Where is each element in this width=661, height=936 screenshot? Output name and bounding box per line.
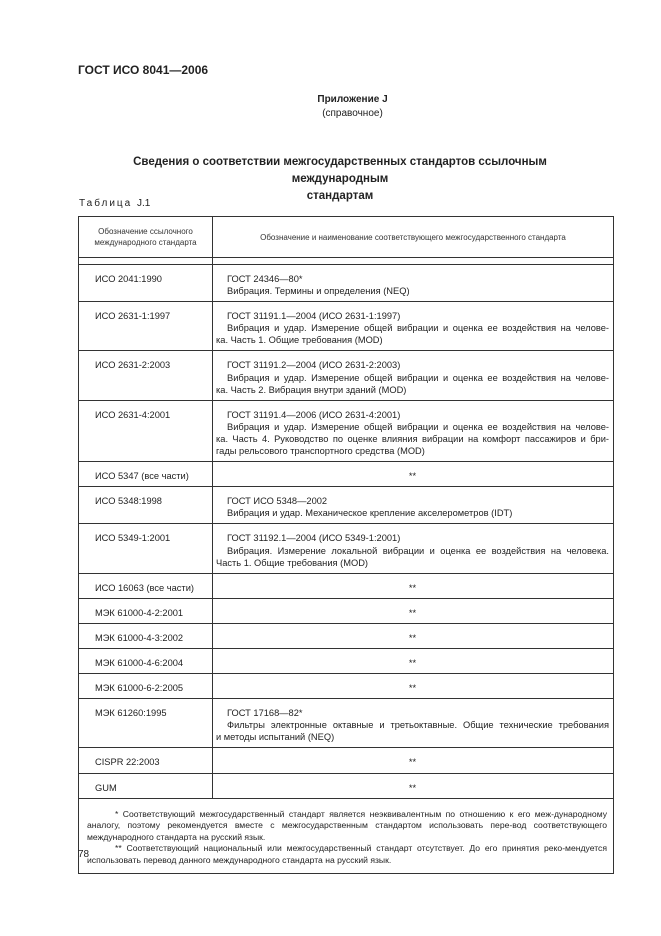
annex-subtitle: (справочное) [322, 108, 383, 119]
reference-standard-cell: ИСО 2631-1:1997 [79, 302, 213, 351]
interstate-standard-cell [213, 623, 614, 648]
no-equivalent-mark: ** [408, 632, 417, 643]
no-equivalent-mark: ** [408, 471, 417, 482]
interstate-standard-code: ГОСТ 31191.4—2006 (ИСО 2631-4:2001) [227, 409, 401, 420]
table-row [79, 674, 614, 699]
document-title-line-2: стандартам [306, 190, 374, 202]
table-row [79, 773, 614, 798]
interstate-standard-title-line: Вибрация и удар. Измерение общей вибрации и оценка ее воздействия на челове- [227, 421, 609, 432]
table-caption [79, 198, 150, 209]
interstate-standard-title-line: гады рельсового транспортного средства (MOD) [216, 446, 425, 457]
interstate-standard-cell [213, 748, 614, 773]
table-row [79, 598, 614, 623]
interstate-standard-title-line: ка. Часть 2. Вибрация внутри зданий (MOD) [216, 384, 407, 395]
table-row [79, 623, 614, 648]
reference-standard-cell: ИСО 5348:1998 [79, 487, 213, 524]
interstate-standard-title-line: Вибрация и удар. Измерение общей вибрации и оценка ее воздействия на челове- [227, 323, 609, 334]
interstate-standard-title-line: Вибрация. Термины и определения (NEQ) [227, 286, 410, 297]
reference-standard-cell: CISPR 22:2003 [79, 748, 213, 773]
interstate-standard-code: ГОСТ ИСО 5348—2002 [227, 496, 328, 507]
table-row [79, 487, 614, 524]
table-row [79, 462, 614, 487]
gap-cell [79, 258, 213, 265]
reference-standard-cell: ИСО 5349-1:2001 [79, 524, 213, 573]
reference-standard-cell: ИСО 2041:1990 [79, 265, 213, 302]
interstate-standard-cell [213, 573, 614, 598]
interstate-standard-cell [213, 598, 614, 623]
interstate-standard-cell [213, 773, 614, 798]
no-equivalent-mark: ** [408, 582, 417, 593]
interstate-standard-title-line: и методы испытаний (NEQ) [216, 732, 335, 743]
correspondence-table [78, 216, 614, 874]
interstate-standard-cell [213, 462, 614, 487]
interstate-standard-title-line: Часть 1. Общие требования (MOD) [216, 557, 369, 568]
reference-standard-cell: ИСО 2631-4:2001 [79, 400, 213, 461]
table-row [79, 351, 614, 400]
table-row [79, 699, 614, 748]
reference-standard-cell: МЭК 61260:1995 [79, 699, 213, 748]
interstate-standard-cell [213, 524, 614, 573]
footnote-2: ** Соответствующий национальный или межгосударственный стандарт отсутствует. До его принятия реко-мендуется использовать перевод данного международного стандарта на русский язык. [87, 843, 607, 865]
no-equivalent-mark: ** [408, 757, 417, 768]
interstate-standard-cell [213, 674, 614, 699]
document-title [85, 154, 595, 205]
reference-standard-cell: МЭК 61000-4-6:2004 [79, 648, 213, 673]
no-equivalent-mark: ** [408, 683, 417, 694]
interstate-standard-cell [213, 487, 614, 524]
interstate-standard-title-line: Фильтры электронные октавные и третьоктавные. Общие технические требования [227, 720, 609, 731]
interstate-standard-code: ГОСТ 31191.2—2004 (ИСО 2631-2:2003) [227, 360, 401, 371]
interstate-standard-code: ГОСТ 31191.1—2004 (ИСО 2631-1:1997) [227, 311, 401, 322]
reference-standard-cell: МЭК 61000-6-2:2005 [79, 674, 213, 699]
interstate-standard-title-line: ка. Часть 1. Общие требования (MOD) [216, 335, 383, 346]
table-notes-row [79, 798, 614, 873]
table-header-row [79, 217, 614, 258]
no-equivalent-mark: ** [408, 607, 417, 618]
reference-standard-cell: МЭК 61000-4-2:2001 [79, 598, 213, 623]
interstate-standard-code: ГОСТ 31192.1—2004 (ИСО 5349-1:2001) [227, 533, 401, 544]
table-notes [79, 798, 614, 873]
interstate-standard-code: ГОСТ 17168—82* [227, 708, 303, 719]
no-equivalent-mark: ** [408, 657, 417, 668]
interstate-standard-title-line: ка. Часть 4. Руководство по оценке влияния вибрации на комфорт пассажиров и бри- [216, 433, 609, 444]
no-equivalent-mark: ** [408, 782, 417, 793]
column-header-reference [79, 217, 213, 258]
table-header-gap [79, 258, 614, 265]
interstate-standard-title-line: Вибрация. Измерение локальной вибрации и оценка ее воздействия на человека. [227, 545, 609, 556]
annex-title: Приложение J [317, 94, 388, 105]
interstate-standard-title-line: Вибрация и удар. Измерение общей вибрации и оценка ее воздействия на челове- [227, 372, 609, 383]
reference-standard-cell: ИСО 2631-2:2003 [79, 351, 213, 400]
document-code: ГОСТ ИСО 8041—2006 [78, 63, 209, 77]
table-row [79, 524, 614, 573]
interstate-standard-cell [213, 400, 614, 461]
gap-cell [213, 258, 614, 265]
page-number: 78 [78, 849, 90, 860]
interstate-standard-cell [213, 699, 614, 748]
reference-standard-cell: МЭК 61000-4-3:2002 [79, 623, 213, 648]
interstate-standard-cell [213, 648, 614, 673]
table-body [79, 265, 614, 799]
reference-standard-cell: ИСО 5347 (все части) [79, 462, 213, 487]
annex-heading [0, 93, 661, 121]
footnote-1: * Соответствующий межгосударственный стандарт является неэквивалентным по отношению к его меж-дународному аналогу, поэтому рекомендуется вместе с межгосударственным стандартом использовать пере-вод соответствующего международного стандарта на русский язык. [87, 808, 607, 842]
column-header-interstate: Обозначение и наименование соответствующего межгосударственного стандарта [213, 217, 614, 258]
column-header-reference-line-2: международного стандарта [94, 238, 197, 247]
table-row [79, 573, 614, 598]
interstate-standard-title-line: Вибрация и удар. Механическое крепление акселерометров (IDT) [227, 508, 513, 519]
table-caption-prefix: Таблица [79, 198, 133, 209]
column-header-reference-line-1: Обозначение ссылочного [98, 227, 193, 236]
table-row [79, 748, 614, 773]
reference-standard-cell: ИСО 16063 (все части) [79, 573, 213, 598]
interstate-standard-cell [213, 302, 614, 351]
interstate-standard-code: ГОСТ 24346—80* [227, 274, 303, 284]
document-title-line-1: Сведения о соответствии межгосударственных стандартов ссылочным международным [133, 156, 547, 185]
reference-standard-cell: GUM [79, 773, 213, 798]
interstate-standard-cell [213, 351, 614, 400]
table-row [79, 648, 614, 673]
table-row [79, 400, 614, 461]
table-row [79, 302, 614, 351]
table-caption-number: J.1 [137, 198, 151, 209]
table-row [79, 265, 614, 302]
interstate-standard-cell [213, 265, 614, 302]
